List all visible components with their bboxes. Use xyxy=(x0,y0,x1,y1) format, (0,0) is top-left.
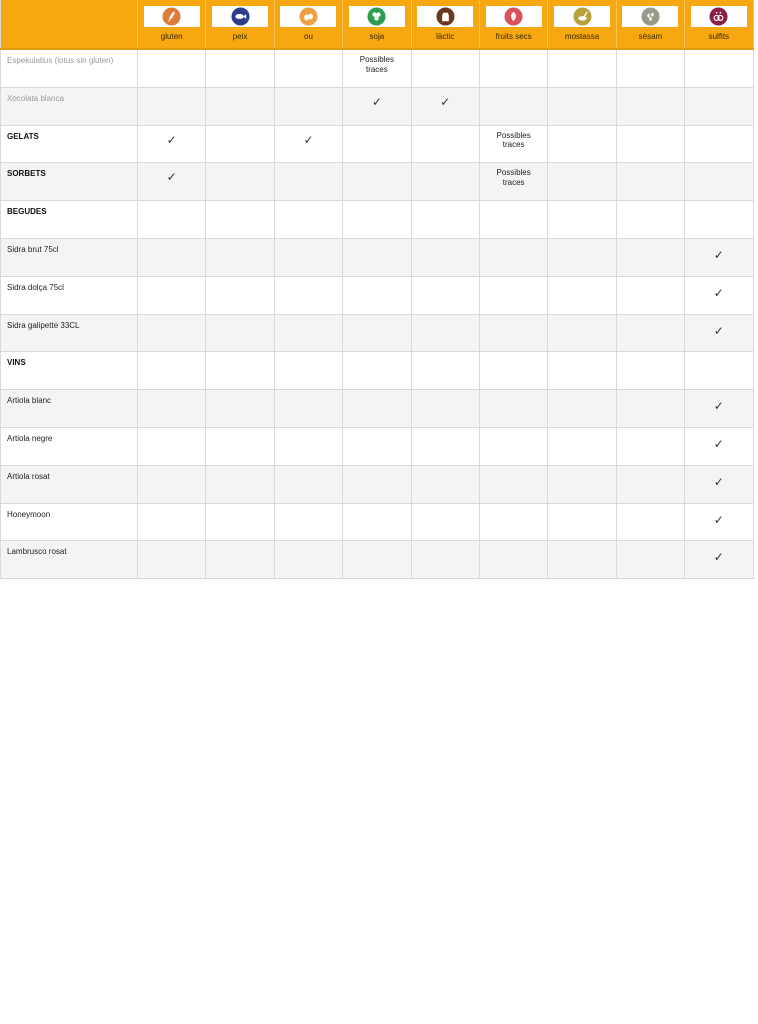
cell-peix xyxy=(206,541,274,579)
cell-mostassa xyxy=(548,390,616,428)
check-mark-icon: ✓ xyxy=(713,323,724,338)
header-lactic xyxy=(411,0,479,49)
cell-gluten xyxy=(138,87,206,125)
cell-fruits_secs xyxy=(479,276,547,314)
traces-line-1: Possibles xyxy=(359,55,394,64)
check-mark-icon: ✓ xyxy=(713,436,724,451)
cell-peix xyxy=(206,49,274,87)
cell-sesam xyxy=(616,427,684,465)
cell-ou xyxy=(274,87,342,125)
nut-icon xyxy=(504,7,523,26)
cell-ou xyxy=(274,163,342,201)
allergen-label: làctic xyxy=(436,32,455,41)
allergen-label: soja xyxy=(369,32,385,41)
cell-sulfits xyxy=(685,314,753,352)
cell-ou xyxy=(274,390,342,428)
table-row xyxy=(1,427,754,465)
cell-mostassa xyxy=(548,201,616,239)
cell-ou xyxy=(274,465,342,503)
cell-sesam xyxy=(616,238,684,276)
cell-gluten xyxy=(138,125,206,163)
cell-lactic xyxy=(411,390,479,428)
header-row xyxy=(1,0,754,49)
table-row xyxy=(1,238,754,276)
cell-ou xyxy=(274,314,342,352)
check-mark-icon: ✓ xyxy=(166,132,177,147)
allergen-label: sulfits xyxy=(708,32,730,41)
cell-lactic xyxy=(411,201,479,239)
icon-box-soja xyxy=(349,6,405,27)
cell-soja xyxy=(343,314,411,352)
product-name: Espekulatius (lotus sin gluten) xyxy=(1,49,138,87)
cell-sesam xyxy=(616,163,684,201)
cell-sulfits xyxy=(685,49,753,87)
cell-sesam xyxy=(616,503,684,541)
cell-gluten xyxy=(138,49,206,87)
product-name: Honeymoon xyxy=(1,503,138,541)
traces-line-2: traces xyxy=(502,140,525,150)
cell-peix xyxy=(206,125,274,163)
header-gluten xyxy=(138,0,206,49)
product-name: GELATS xyxy=(1,125,138,163)
table-header xyxy=(1,0,754,49)
table-row xyxy=(1,125,754,163)
possible-traces-note xyxy=(343,55,410,74)
cell-lactic xyxy=(411,163,479,201)
cell-sesam xyxy=(616,390,684,428)
product-name: Artiola negre xyxy=(1,427,138,465)
cell-gluten xyxy=(138,238,206,276)
icon-box-sesam xyxy=(622,6,678,27)
cell-soja xyxy=(343,87,411,125)
product-name: BEGUDES xyxy=(1,201,138,239)
possible-traces-note xyxy=(480,168,547,187)
icon-box-mostassa xyxy=(554,6,610,27)
product-name: Sidra galipette 33CL xyxy=(1,314,138,352)
icon-box-sulfits xyxy=(691,6,747,27)
check-mark-icon: ✓ xyxy=(713,512,724,527)
cell-sesam xyxy=(616,541,684,579)
possible-traces-note xyxy=(480,131,547,150)
cell-peix xyxy=(206,314,274,352)
table-row xyxy=(1,465,754,503)
cell-lactic xyxy=(411,465,479,503)
cell-sesam xyxy=(616,314,684,352)
cell-sulfits xyxy=(685,541,753,579)
allergen-label: sèsam xyxy=(638,32,663,41)
cell-fruits_secs xyxy=(479,87,547,125)
table-row xyxy=(1,87,754,125)
cell-sesam xyxy=(616,352,684,390)
cell-ou xyxy=(274,427,342,465)
cell-sulfits xyxy=(685,238,753,276)
cell-ou xyxy=(274,49,342,87)
cell-lactic xyxy=(411,238,479,276)
product-name: SORBETS xyxy=(1,163,138,201)
cell-gluten xyxy=(138,541,206,579)
cell-peix xyxy=(206,276,274,314)
cell-ou xyxy=(274,352,342,390)
product-name: Lambrusco rosat xyxy=(1,541,138,579)
check-mark-icon: ✓ xyxy=(440,94,451,109)
milk-jug-icon xyxy=(436,7,455,26)
cell-soja xyxy=(343,427,411,465)
table-row xyxy=(1,201,754,239)
icon-box-peix xyxy=(212,6,268,27)
cell-peix xyxy=(206,465,274,503)
cell-sulfits xyxy=(685,352,753,390)
table-row xyxy=(1,163,754,201)
check-mark-icon: ✓ xyxy=(371,94,382,109)
cell-gluten xyxy=(138,465,206,503)
header-mostassa xyxy=(548,0,616,49)
traces-line-2: traces xyxy=(365,64,388,74)
cell-ou xyxy=(274,276,342,314)
cell-fruits_secs xyxy=(479,465,547,503)
cell-soja xyxy=(343,503,411,541)
cell-soja xyxy=(343,541,411,579)
cell-lactic xyxy=(411,314,479,352)
cell-sulfits xyxy=(685,390,753,428)
header-peix xyxy=(206,0,274,49)
allergen-label: peix xyxy=(232,32,248,41)
traces-line-1: Possibles xyxy=(496,168,531,178)
allergen-label: ou xyxy=(304,32,313,41)
cell-mostassa xyxy=(548,352,616,390)
cell-peix xyxy=(206,503,274,541)
cell-peix xyxy=(206,87,274,125)
cell-gluten xyxy=(138,276,206,314)
cell-gluten xyxy=(138,163,206,201)
product-name: Artiola rosat xyxy=(1,465,138,503)
cell-fruits_secs xyxy=(479,541,547,579)
cell-sesam xyxy=(616,465,684,503)
cell-fruits_secs xyxy=(479,163,547,201)
cell-gluten xyxy=(138,503,206,541)
cell-sulfits xyxy=(685,503,753,541)
cell-soja xyxy=(343,238,411,276)
cell-lactic xyxy=(411,503,479,541)
cell-fruits_secs xyxy=(479,238,547,276)
cell-sulfits xyxy=(685,201,753,239)
cell-sulfits xyxy=(685,465,753,503)
cell-soja xyxy=(343,465,411,503)
cell-sesam xyxy=(616,49,684,87)
egg-icon xyxy=(299,7,318,26)
wheat-icon xyxy=(162,7,181,26)
icon-box-gluten xyxy=(144,6,200,27)
mustard-icon xyxy=(573,7,592,26)
check-mark-icon: ✓ xyxy=(713,247,724,262)
cell-fruits_secs xyxy=(479,125,547,163)
cell-sulfits xyxy=(685,125,753,163)
product-name: Xocolata blanca xyxy=(1,87,138,125)
traces-line-2: traces xyxy=(502,177,525,187)
check-mark-icon: ✓ xyxy=(713,399,724,414)
icon-box-lactic xyxy=(417,6,473,27)
cell-fruits_secs xyxy=(479,503,547,541)
cell-sulfits xyxy=(685,87,753,125)
table-row xyxy=(1,352,754,390)
cell-fruits_secs xyxy=(479,427,547,465)
cell-sesam xyxy=(616,87,684,125)
header-ou xyxy=(274,0,342,49)
cell-peix xyxy=(206,427,274,465)
header-sesam xyxy=(616,0,684,49)
cell-soja xyxy=(343,352,411,390)
table-row xyxy=(1,541,754,579)
check-mark-icon: ✓ xyxy=(166,170,177,185)
cell-gluten xyxy=(138,201,206,239)
cell-mostassa xyxy=(548,125,616,163)
cell-sulfits xyxy=(685,163,753,201)
cell-sesam xyxy=(616,276,684,314)
cell-mostassa xyxy=(548,541,616,579)
icon-box-fruits_secs xyxy=(486,6,542,27)
sulphite-icon xyxy=(709,7,728,26)
check-mark-icon: ✓ xyxy=(713,285,724,300)
cell-mostassa xyxy=(548,465,616,503)
allergen-label: gluten xyxy=(160,32,183,41)
cell-ou xyxy=(274,238,342,276)
check-mark-icon: ✓ xyxy=(303,132,314,147)
cell-gluten xyxy=(138,314,206,352)
cell-sesam xyxy=(616,125,684,163)
cell-mostassa xyxy=(548,276,616,314)
sesame-icon xyxy=(641,7,660,26)
cell-sulfits xyxy=(685,427,753,465)
cell-sesam xyxy=(616,201,684,239)
cell-gluten xyxy=(138,352,206,390)
cell-mostassa xyxy=(548,427,616,465)
cell-mostassa xyxy=(548,238,616,276)
cell-soja xyxy=(343,276,411,314)
cell-fruits_secs xyxy=(479,201,547,239)
cell-lactic xyxy=(411,49,479,87)
header-soja xyxy=(343,0,411,49)
cell-lactic xyxy=(411,352,479,390)
check-mark-icon: ✓ xyxy=(713,550,724,565)
cell-ou xyxy=(274,541,342,579)
cell-lactic xyxy=(411,276,479,314)
product-name: Sidra dolça 75cl xyxy=(1,276,138,314)
cell-peix xyxy=(206,238,274,276)
cell-fruits_secs xyxy=(479,390,547,428)
cell-peix xyxy=(206,163,274,201)
table-row xyxy=(1,49,754,87)
cell-ou xyxy=(274,125,342,163)
header-sulfits xyxy=(685,0,753,49)
table-row xyxy=(1,503,754,541)
cell-ou xyxy=(274,201,342,239)
allergen-label: fruits secs xyxy=(495,32,532,41)
icon-box-ou xyxy=(280,6,336,27)
cell-sulfits xyxy=(685,276,753,314)
fish-icon xyxy=(231,7,250,26)
cell-mostassa xyxy=(548,314,616,352)
table-row xyxy=(1,314,754,352)
cell-gluten xyxy=(138,427,206,465)
check-mark-icon: ✓ xyxy=(713,474,724,489)
cell-peix xyxy=(206,352,274,390)
cell-lactic xyxy=(411,125,479,163)
header-fruits_secs xyxy=(479,0,547,49)
table-row xyxy=(1,390,754,428)
header-corner-cell xyxy=(1,0,138,49)
cell-soja xyxy=(343,163,411,201)
cell-lactic xyxy=(411,541,479,579)
product-name: Sidra brut 75cl xyxy=(1,238,138,276)
allergen-label: mostassa xyxy=(564,32,600,41)
cell-mostassa xyxy=(548,87,616,125)
cell-lactic xyxy=(411,427,479,465)
product-name: VINS xyxy=(1,352,138,390)
cell-soja xyxy=(343,125,411,163)
cell-mostassa xyxy=(548,503,616,541)
traces-line-1: Possibles xyxy=(496,130,531,140)
cell-soja xyxy=(343,49,411,87)
cell-mostassa xyxy=(548,163,616,201)
cell-peix xyxy=(206,201,274,239)
cell-fruits_secs xyxy=(479,49,547,87)
cell-ou xyxy=(274,503,342,541)
soy-icon xyxy=(367,7,386,26)
cell-soja xyxy=(343,390,411,428)
product-name: Artiola blanc xyxy=(1,390,138,428)
cell-gluten xyxy=(138,390,206,428)
cell-lactic xyxy=(411,87,479,125)
cell-soja xyxy=(343,201,411,239)
cell-fruits_secs xyxy=(479,352,547,390)
table-row xyxy=(1,276,754,314)
table-body xyxy=(1,49,754,579)
cell-mostassa xyxy=(548,49,616,87)
cell-peix xyxy=(206,390,274,428)
cell-fruits_secs xyxy=(479,314,547,352)
